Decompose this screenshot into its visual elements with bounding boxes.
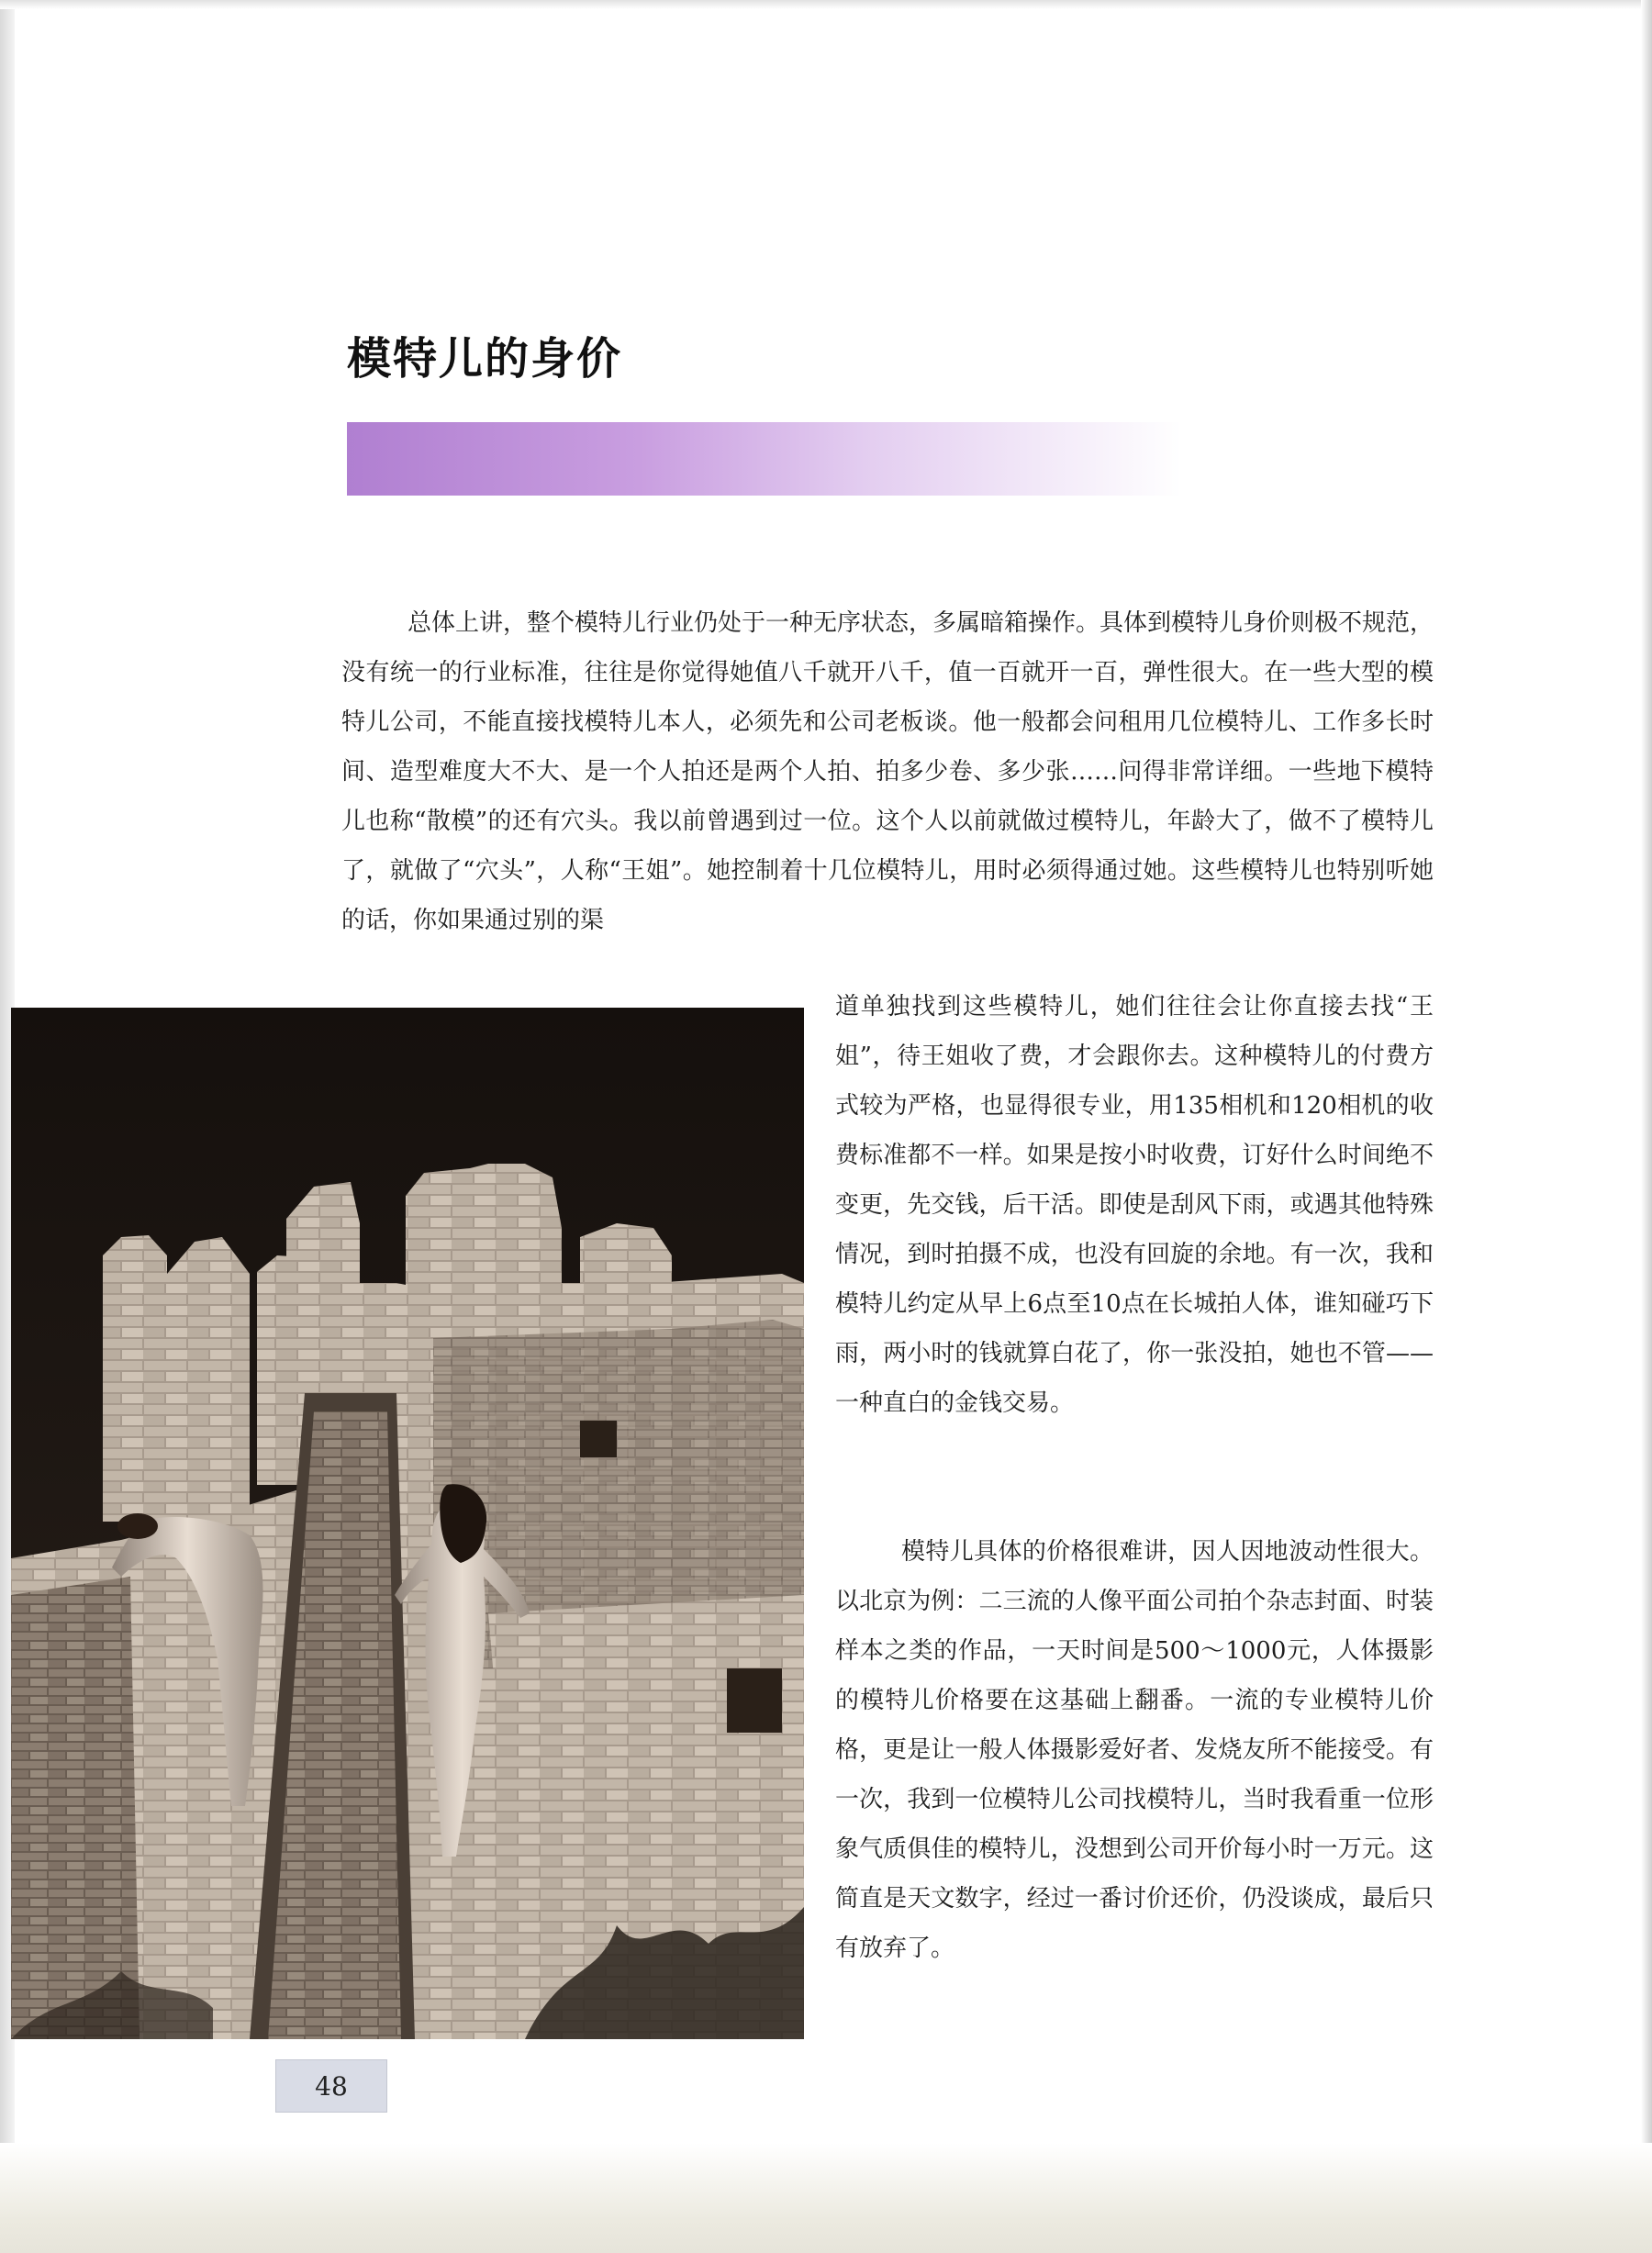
article-paragraph-2: 模特儿具体的价格很难讲，因人因地波动性很大。以北京为例：二三流的人像平面公司拍个杂志封面、时装样本之类的作品，一天时间是500～1000元，人体摄影的模特儿价格要在这基础上翻番。一流的专业模特儿价格，更是让一般人体摄影爱好者、发烧友所不能接受。有一次，我到一位模特儿公司找模特儿，当时我看重一位形象气质俱佳的模特儿，没想到公司开价每小时一万元。这简直是天文数字，经过一番讨价还价，仍没谈成，最后只有放弃了。 (835, 1538, 1434, 1962)
page-number: 48 (275, 2059, 387, 2113)
scan-edge-top (0, 0, 1652, 9)
great-wall-photo (11, 1008, 804, 2039)
page-title: 模特儿的身价 (347, 333, 623, 385)
title-accent-bar (347, 422, 1182, 496)
scan-edge-right (1641, 0, 1652, 2253)
article-paragraph-1-continued: 道单独找到这些模特儿，她们往往会让你直接去找“王姐”，待王姐收了费，才会跟你去。这种模特儿的付费方式较为严格，也显得很专业，用135相机和120相机的收费标准都不一样。如果是按小时收费，订好什么时间绝不变更，先交钱，后干活。即使是刮风下雨，或遇其他特殊情况，到时拍摄不成，也没有回旋的余地。有一次，我和模特儿约定从早上6点至10点在长城拍人体，谁知碰巧下雨，两小时的钱就算白花了，你一张没拍，她也不管——一种直白的金钱交易。 (835, 993, 1434, 1417)
article-paragraph-1: 总体上讲，整个模特儿行业仍处于一种无序状态，多属暗箱操作。具体到模特儿身价则极不规范，没有统一的行业标准，往往是你觉得她值八千就开八千，值一百就开一百，弹性很大。在一些大型的模特儿公司，不能直接找模特儿本人，必须先和公司老板谈。他一般都会问租用几位模特儿、工作多长时间、造型难度大不大、是一个人拍还是两个人拍、拍多少卷、多少张……问得非常详细。一些地下模特儿也称“散模”的还有穴头。我以前曾遇到过一位。这个人以前就做过模特儿，年龄大了，做不了模特儿了，就做了“穴头”，人称“王姐”。她控制着十几位模特儿，用时必须得通过她。这些模特儿也特别听她的话，你如果通过别的渠 (341, 609, 1434, 934)
scan-edge-bottom (0, 2143, 1652, 2253)
